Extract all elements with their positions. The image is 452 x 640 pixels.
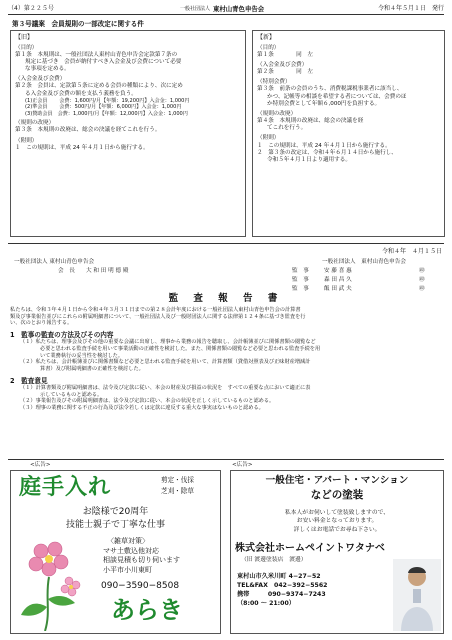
auditor-name: 安 藤 喜 惠 [324, 268, 352, 274]
auditor-role: 監 事 [292, 286, 309, 292]
paint-hours: （8:00 〜 21:00） [237, 599, 295, 607]
section2-line: （２）事業報告及びその附属明細書は、法令及び定款に従い、本会の状況を正しく示しているものと認める。 [20, 398, 275, 405]
garden-title: 庭手入れ [19, 474, 112, 500]
org-type: 一般社団法人 [180, 6, 211, 12]
section1-line: 必要と思われる監査手続を用いて事業活動の正確性を検討した。また、関係書類の閲覧など必要と思われる監査手続を用 [40, 346, 321, 353]
garden-services [161, 475, 194, 497]
new-fee-heading: （入会金及び会費） [257, 61, 308, 68]
left-org: 一般社団法人 東村山青色申告会 [14, 259, 95, 265]
auditor-list [292, 268, 442, 295]
garden-address: 小平市小川東町 [103, 565, 152, 574]
pest-lines [103, 547, 180, 575]
auditor-name: 森 田 昌 久 [324, 277, 352, 283]
ad-label-left: <広告> [30, 462, 51, 468]
paint-line: お安い料金となっております。 [296, 518, 378, 525]
old-tag: 【旧】 [15, 34, 34, 41]
new-supp-line: １ この規則は、平成 24 年４月１日から施行する。 [257, 142, 391, 149]
old-fee-row: (2)準会員 会費：500円/月【年額：6,000円】入会金：1,000円 [25, 104, 182, 111]
ads-divider [8, 459, 444, 460]
new-supp-line: 令和５年４月１日より適用する。 [267, 156, 351, 163]
section2-line: （３）理事の業務に関する不正の行為及び法令若しくは定款に違反する重大な事実はないものと認める。 [20, 405, 264, 412]
new-art3-line: かつ、記帳等の相談を希望する者については、会費のほ [267, 93, 407, 100]
new-supp-heading: （附則） [257, 135, 280, 142]
old-amend-heading: （規則の改廃） [15, 120, 55, 127]
old-rules-box [10, 30, 246, 237]
old-art1-line: 第１条 本規則は、一般社団法人東村山青色申告会定款第７条の [15, 51, 178, 58]
paint-tel: TEL&FAX 042−392−5562 [237, 581, 328, 589]
seal-mark: ㊞ [419, 286, 425, 292]
section-divider [8, 243, 444, 244]
paint-line: 私本人がお伺いして塗装致しますので、 [284, 510, 390, 516]
section1-line: いて業務執行の妥当性を検討した。 [40, 352, 124, 359]
new-special-heading: （特別会費） [257, 79, 291, 86]
old-art2-line: る入会金及び会費の額を支払う義務を負う。 [25, 90, 137, 97]
new-art2: 第２条 同 左 [257, 69, 313, 76]
garden-phone: 090−3590−8508 [101, 581, 180, 591]
auditor-row [292, 277, 442, 286]
old-fee-row: (3)賛助会員 会費：1,000円/月【年額：12,000円】入会金：1,000円 [25, 110, 188, 117]
new-supp-line: ２ 第３条の改定は、令和４年６月１４日から施行し、 [257, 149, 397, 156]
flower-illustration [15, 537, 83, 631]
paint-address: 東村山市久米川町 4−27−52 [237, 573, 321, 580]
auditor-row [292, 268, 442, 277]
old-supp: １ この規則は、平成 24 年４月１日から施行する。 [15, 144, 149, 151]
paint-mobile: 携帯 090−9374−7243 [237, 590, 326, 598]
paint-company: 株式会社ホームペイントワタナベ [235, 543, 385, 554]
report-body [10, 307, 444, 412]
pest-line: 相談見積も切り伺います [103, 556, 180, 565]
paint-former: （旧 渡邊塗装店 渡邊） [241, 557, 307, 563]
issue-number: （4）第２２５号 [8, 5, 54, 12]
new-art3-line: か特別会費として年額６,000円を負担する。 [267, 100, 381, 107]
page-header [8, 2, 444, 14]
section2-line: （１）計算書類及び附属明細書は、法令及び定款に従い、本会の財産及び損益の状況を すべての重要な点において適正に表 [20, 385, 311, 392]
new-purpose-heading: （目的） [257, 44, 280, 51]
old-art3: 第３条 本規則の改廃は、総会の決議を経てこれを行う。 [15, 127, 161, 134]
new-art1: 第１条 同 左 [257, 51, 313, 58]
section1-line: （１）私たちは、理事会及びその他の重要な会議に出席し、理事から業務の報告を聴取し、会計帳簿並びに関係書類の閲覧など [20, 339, 316, 346]
new-amend-heading: （規則の改廃） [257, 110, 297, 117]
garden-catch2: 技能士親子で丁寧な仕事 [65, 520, 165, 530]
report-date: 令和４年 ４月１５日 [381, 248, 442, 255]
garden-ad [10, 470, 221, 634]
header-divider [8, 14, 444, 15]
section1-line: （２）私たちは、会計帳簿並びに関係書類など必要と思われる監査手続を用いて、計算書類（貸借対照表及び正味財産増減計 [20, 359, 311, 366]
old-art2-line: 第２条 会員は、定款第５条に定める会員の種類により、次に定め [15, 83, 183, 90]
agenda-title: 第３号議案 会員規則の一部改定に関する件 [12, 20, 144, 28]
intro-line: 類及び事業報告並びにこれらの附属明細書について、一般社団法人及び一般財団法人に関する法律第１２４条に基づき監査を行 [10, 313, 306, 320]
new-art4-line: てこれを行う。 [267, 125, 307, 132]
new-rules-box [252, 30, 445, 237]
old-art1-line: 規定に基づき 会員が納付すべき入会金及び会費について必要 [25, 58, 182, 65]
new-tag: 【新】 [257, 34, 276, 41]
right-org: 一般社団法人 東村山青色申告会 [322, 259, 406, 265]
paint-ad [230, 470, 444, 634]
addressee: 会 長 大 和 田 明 德 殿 [58, 268, 129, 274]
paint-line: 詳しくはお電話でお尋ね下さい。 [293, 526, 381, 533]
intro-line: い、次のとおり報告する。 [10, 320, 73, 327]
auditor-name: 飯 田 武 夫 [324, 286, 352, 292]
paint-title1: 一般住宅・アパート・マンション [265, 475, 409, 486]
garden-service: 剪定・伐採 [161, 476, 194, 484]
old-fee-heading: （入会金及び会費） [15, 76, 66, 83]
section1-heading: 1 監事の監査の方法及びその内容 [10, 330, 114, 339]
section1-line: 算書）及び附属明細書の正確性を検討した。 [40, 366, 144, 373]
ad-label-right: <広告> [232, 462, 253, 468]
garden-catch1: お陰様で20周年 [82, 507, 149, 517]
seal-mark: ㊞ [419, 268, 425, 274]
report-title: 監 査 報 告 書 [168, 293, 284, 304]
section2-heading: 2 監査意見 [10, 376, 48, 385]
old-purpose-heading: （目的） [15, 44, 38, 51]
old-supp-heading: （附則） [15, 137, 38, 144]
paint-lines [231, 509, 443, 534]
pest-line: マサ土敷込他対応 [103, 547, 159, 555]
paint-title2: などの塗装 [310, 489, 364, 501]
old-fee-row: (1)正会員 会費：1,600円/月【年額：19,200円】入会金：1,000円 [25, 97, 190, 104]
org-name: 東村山青色申告会 [213, 5, 265, 13]
intro-line: 私たちは、令和３年４月１日から令和４年３月３１日までの第２８会計年度における一般社団法人東村山青色申告会の計算書 [10, 307, 301, 313]
issue-date: 令和４年５月１日 発行 [377, 5, 444, 12]
pest-heading: 〈雑草対策〉 [107, 537, 149, 545]
old-art1-line: な事項を定める。 [25, 66, 70, 73]
paint-contacts [237, 573, 327, 609]
painter-photo [393, 559, 441, 631]
section2-line: 示しているものと認める。 [40, 391, 103, 398]
new-art3-line: 第３条 前条の会員のうち、消費税課税事業者に該当し、 [257, 86, 403, 93]
seal-mark: ㊞ [419, 277, 425, 283]
new-art4-line: 第４条 本規則の改廃は、総会の決議を経 [257, 118, 364, 125]
garden-service: 芝刈・除草 [161, 487, 194, 496]
auditor-role: 監 事 [292, 268, 309, 274]
auditor-role: 監 事 [292, 277, 309, 283]
garden-name: あらき [111, 595, 183, 624]
